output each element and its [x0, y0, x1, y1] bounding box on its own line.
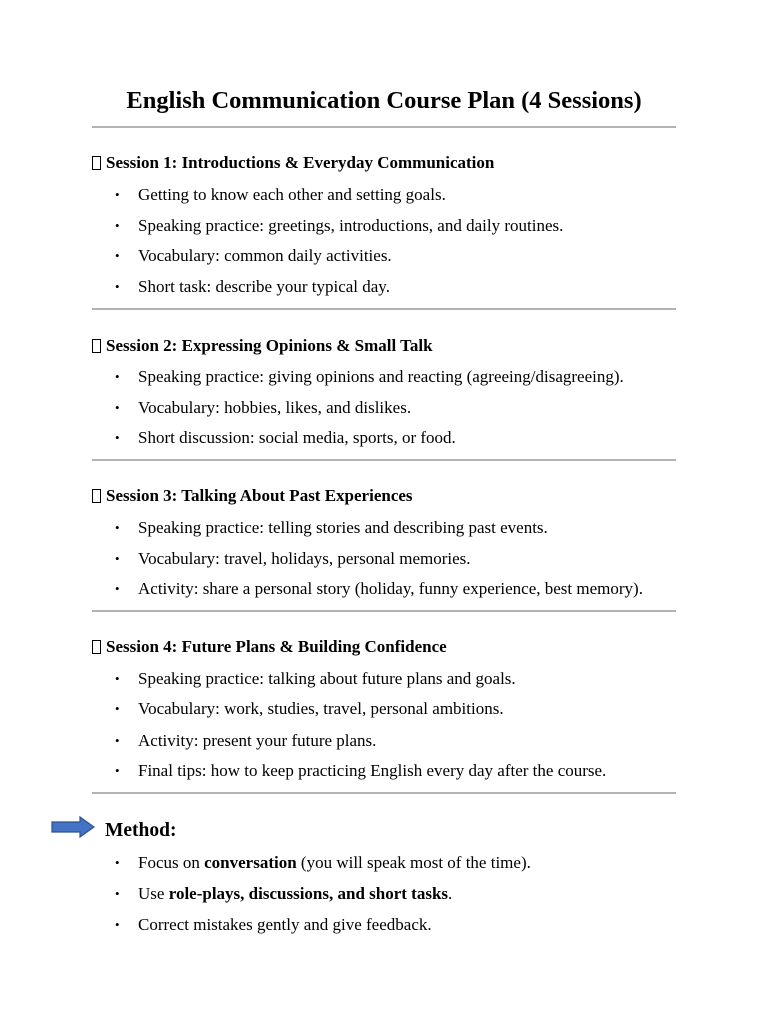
- session-heading-text: Session 3: Talking About Past Experiences: [106, 486, 413, 505]
- bullet-icon: •: [115, 400, 120, 415]
- checkbox-icon: [92, 156, 101, 170]
- list-item: [115, 397, 411, 419]
- list-item-text: Activity: present your future plans.: [138, 731, 377, 750]
- list-item: [115, 668, 516, 690]
- bullet-icon: •: [115, 581, 120, 596]
- bullet-icon: •: [115, 917, 120, 932]
- list-item-text: Speaking practice: greetings, introductions, and daily routines.: [138, 216, 564, 235]
- session-heading-text: Session 2: Expressing Opinions & Small Talk: [106, 336, 433, 355]
- bullet-icon: •: [115, 701, 120, 716]
- divider: [92, 459, 676, 461]
- bullet-icon: •: [115, 369, 120, 384]
- list-item: [115, 276, 390, 298]
- method-heading: Method:: [105, 820, 177, 841]
- checkbox-icon: [92, 489, 101, 503]
- list-item-text: Correct mistakes gently and give feedback.: [138, 915, 432, 934]
- bullet-icon: •: [115, 248, 120, 263]
- list-item: [115, 914, 432, 936]
- session-2-heading: [92, 335, 433, 357]
- session-1-heading: [92, 152, 494, 174]
- list-item-text: Speaking practice: talking about future plans and goals.: [138, 669, 516, 688]
- bullet-icon: •: [115, 733, 120, 748]
- list-item-emphasis: role-plays, discussions, and short tasks: [168, 884, 449, 903]
- list-item-text: Vocabulary: work, studies, travel, personal ambitions.: [138, 699, 504, 718]
- list-item-text: Final tips: how to keep practicing English every day after the course.: [138, 761, 607, 780]
- list-item: [115, 366, 624, 388]
- page-title: English Communication Course Plan (4 Sessions): [126, 87, 642, 114]
- list-item-text: Short task: describe your typical day.: [138, 277, 390, 296]
- checkbox-icon: [92, 640, 101, 654]
- list-item: [115, 698, 504, 720]
- session-4-heading: [92, 636, 447, 658]
- divider: [92, 308, 676, 310]
- list-item-text: Speaking practice: giving opinions and reacting (agreeing/disagreeing).: [138, 367, 624, 386]
- list-item-text: .: [448, 884, 453, 903]
- list-item-text: Activity: share a personal story (holiday, funny experience, best memory).: [138, 579, 643, 598]
- list-item: [115, 184, 446, 206]
- list-item: [115, 548, 471, 570]
- divider: [92, 126, 676, 128]
- list-item-text: Vocabulary: common daily activities.: [138, 246, 392, 265]
- list-item-text: Short discussion: social media, sports, or food.: [138, 428, 456, 447]
- list-item: [115, 730, 376, 752]
- bullet-icon: •: [115, 187, 120, 202]
- session-heading-text: Session 4: Future Plans & Building Confidence: [106, 637, 447, 656]
- bullet-icon: •: [115, 855, 120, 870]
- bullet-icon: •: [115, 763, 120, 778]
- bullet-icon: •: [115, 430, 120, 445]
- bullet-icon: •: [115, 886, 120, 901]
- session-3-heading: [92, 485, 413, 507]
- checkbox-icon: [92, 339, 101, 353]
- list-item: [115, 760, 606, 782]
- divider: [92, 610, 676, 612]
- bullet-icon: •: [115, 279, 120, 294]
- list-item-emphasis: conversation: [204, 853, 297, 872]
- list-item-text: Speaking practice: telling stories and describing past events.: [138, 518, 548, 537]
- bullet-icon: •: [115, 520, 120, 535]
- bullet-icon: •: [115, 551, 120, 566]
- list-item: [115, 883, 452, 905]
- list-item-text: Vocabulary: travel, holidays, personal memories.: [138, 549, 471, 568]
- list-item: [115, 578, 643, 600]
- bullet-icon: •: [115, 671, 120, 686]
- divider: [92, 792, 676, 794]
- list-item-text: Use: [138, 884, 169, 903]
- list-item: [115, 427, 456, 449]
- list-item-text: Getting to know each other and setting goals.: [138, 185, 446, 204]
- list-item: [115, 215, 563, 237]
- list-item-text: Vocabulary: hobbies, likes, and dislikes.: [138, 398, 412, 417]
- session-heading-text: Session 1: Introductions & Everyday Communication: [106, 153, 495, 172]
- list-item-text: Focus on: [138, 853, 205, 872]
- right-arrow-icon: [51, 816, 95, 838]
- list-item-text: (you will speak most of the time).: [296, 853, 531, 872]
- bullet-icon: •: [115, 218, 120, 233]
- list-item: [115, 517, 548, 539]
- list-item: [115, 852, 531, 874]
- list-item: [115, 245, 392, 267]
